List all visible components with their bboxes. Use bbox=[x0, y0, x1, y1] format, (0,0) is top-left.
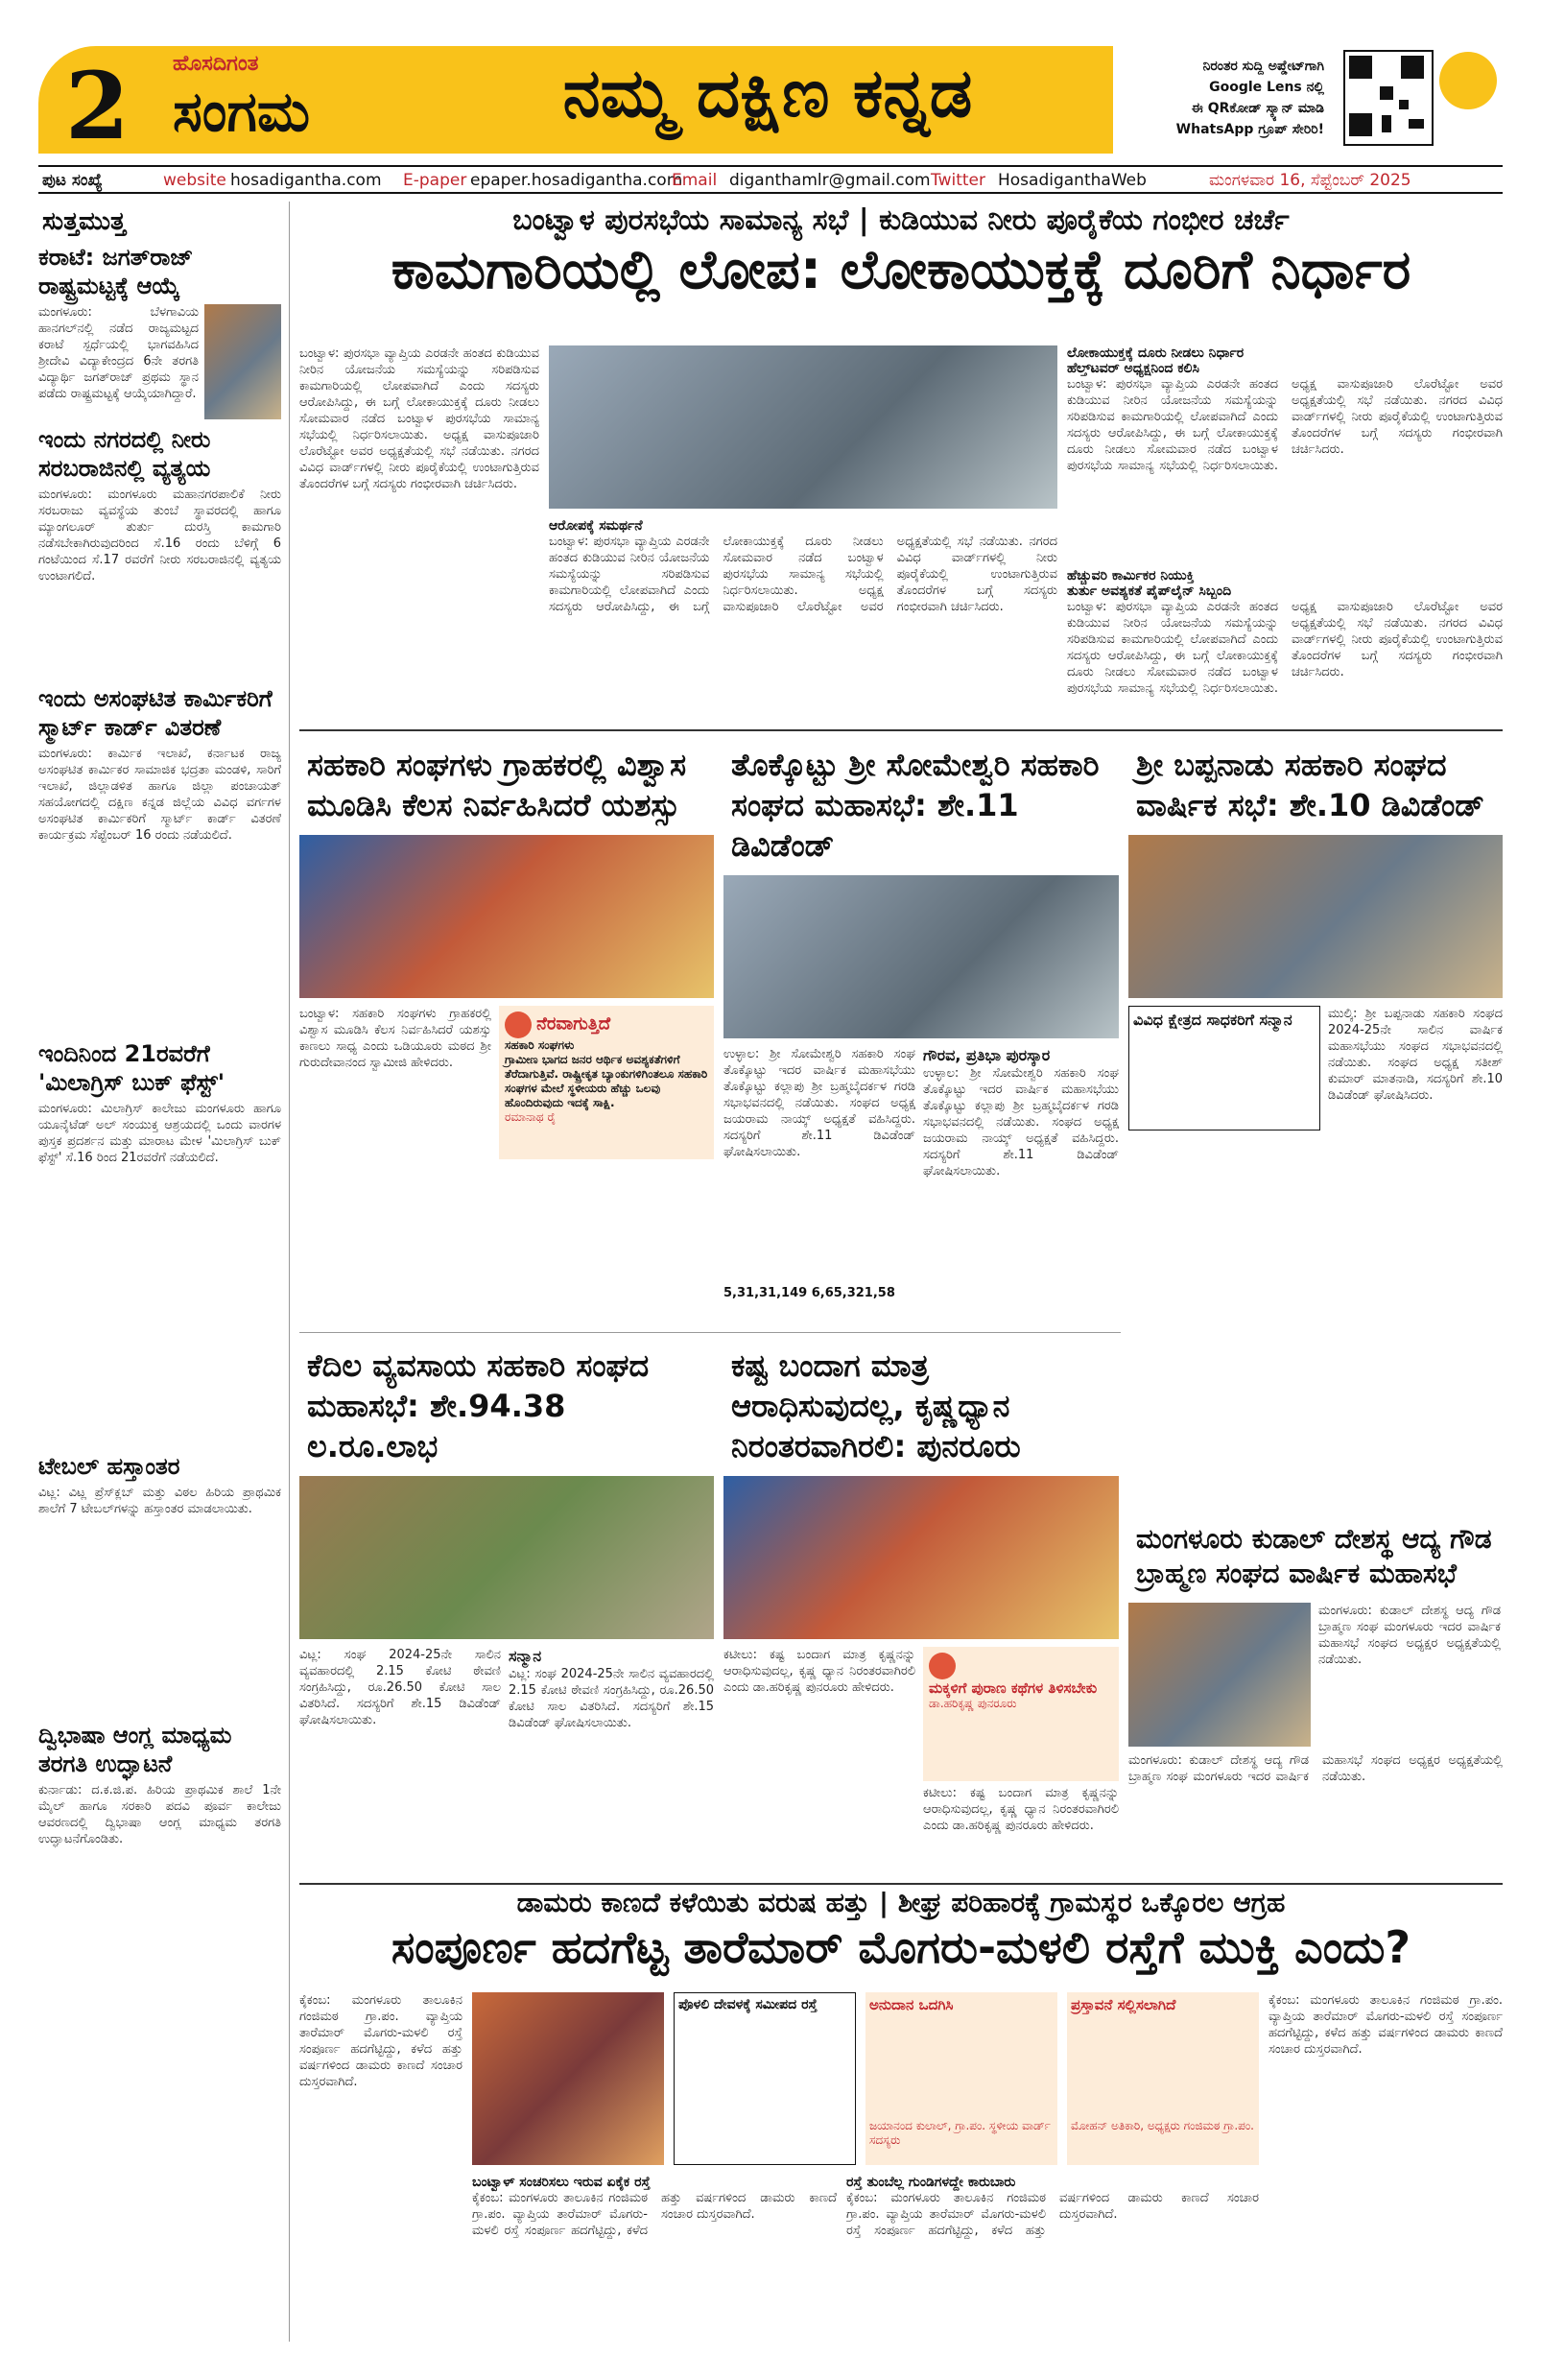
page-number: 2 bbox=[65, 52, 130, 160]
story-headline: ಶ್ರೀ ಬಪ್ಪನಾಡು ಸಹಕಾರಿ ಸಂಘದ ವಾರ್ಷಿಕ ಸಭೆ: ಶೇ.10 ಡಿವಿಡೆಂಡ್ bbox=[1136, 747, 1485, 823]
quote-title: ಮಕ್ಕಳಿಗೆ ಪುರಾಣ ಕಥೆಗಳ ತಿಳಿಸಬೇಕು bbox=[929, 1679, 1098, 1697]
road-box-byline: ಮೋಹನ್ ಅತಿಕಾರಿ, ಅಧ್ಯಕ್ಷರು ಗಂಜಿಮಠ ಗ್ರಾ.ಪಂ. bbox=[1071, 2119, 1254, 2132]
story-photo bbox=[299, 835, 714, 998]
story-title: ದ್ವಿಭಾಷಾ ಆಂಗ್ಲ ಮಾಧ್ಯಮ ತರಗತಿ ಉದ್ಘಾಟನೆ bbox=[38, 1722, 232, 1777]
qr-line: Google Lens ನಲ್ಲಿ bbox=[1209, 80, 1324, 95]
story-row2-c bbox=[1128, 739, 1503, 1507]
email-link[interactable]: diganthamlr@gmail.com bbox=[729, 171, 931, 190]
story-headline: ಕೆದಿಲ ವ್ಯವಸಾಯ ಸಹಕಾರಿ ಸಂಘದ ಮಹಾಸಭೆ: ಶೇ.94.38 ಲ.ರೂ.ಲಾಭ bbox=[307, 1347, 650, 1464]
story-title: ಟೇಬಲ್ ಹಸ್ತಾಂತರ bbox=[38, 1453, 180, 1480]
story-headline: ಮಂಗಳೂರು ಕುಡಾಲ್ ದೇಶಸ್ಥ ಆದ್ಯ ಗೌಡ ಬ್ರಾಹ್ಮಣ ಸಂಘದ ವಾರ್ಷಿಕ ಮಹಾಸಭೆ bbox=[1136, 1523, 1492, 1589]
road-box-title: ಪೊಳಲಿ ದೇವಳಕ್ಕೆ ಸಮೀಪದ ರಸ್ತೆ bbox=[678, 1997, 818, 2012]
story-photo bbox=[1128, 1603, 1311, 1747]
pages-label: ಪುಟ ಸಂಖ್ಯೆ bbox=[42, 171, 103, 190]
quote-sub: ಸಹಕಾರಿ ಸಂಘಗಳು bbox=[505, 1038, 575, 1052]
lead-story bbox=[299, 202, 1503, 720]
story-title: ಇಂದು ಅಸಂಘಟಿತ ಕಾರ್ಮಿಕರಿಗೆ ಸ್ಮಾರ್ಟ್ ಕಾರ್ಡ್ ವಿತರಣೆ bbox=[38, 685, 273, 741]
lead-photo bbox=[549, 345, 1057, 509]
lead-text-col1: ಬಂಟ್ವಾಳ: ಪುರಸಭಾ ವ್ಯಾಪ್ತಿಯ ಎರಡನೇ ಹಂತದ ಕುಡಿಯುವ ನೀರಿನ ಯೋಜನೆಯ ಸಮಸ್ಯೆಯನ್ನು ಸರಿಪಡಿಸುವ ಕಾಮಗಾರಿಯಲ್ಲಿ ಲೋಪವಾಗಿದೆ ಎಂದು ಸದಸ್ಯರು ಆರೋಪಿಸಿದ್ದು, ಈ ಬಗ್ಗೆ ಲೋಕಾಯುಕ್ತಕ್ಕೆ ದೂರು ನೀಡಲು ಸೋಮವಾರ ನಡೆದ ಬಂಟ್ವಾಳ ಪುರಸಭೆಯ ಸಾಮಾನ್ಯ ಸಭೆಯಲ್ಲಿ ನಿರ್ಧರಿಸಲಾಯಿತು. ಅಧ್ಯಕ್ಷ ವಾಸುಪೂಜಾರಿ ಲೊರೆಟ್ಟೋ ಅವರ ಅಧ್ಯಕ್ಷತೆಯಲ್ಲಿ ಸಭೆ ನಡೆಯಿತು. ನಗರದ ವಿವಿಧ ವಾರ್ಡ್‌ಗಳಲ್ಲಿ ನೀರು ಪೂರೈಕೆಯಲ್ಲಿ ಉಂಟಾಗುತ್ತಿರುವ ತೊಂದರೆಗಳ ಬಗ್ಗೆ ಸದಸ್ಯರು ಗಂಭೀರವಾಗಿ ಚರ್ಚಿಸಿದರು. bbox=[299, 346, 539, 491]
story-headline: ಸಹಕಾರಿ ಸಂಘಗಳು ಗ್ರಾಹಕರಲ್ಲಿ ವಿಶ್ವಾಸ ಮೂಡಿಸಿ ಕೆಲಸ ನಿರ್ವಹಿಸಿದರೆ ಯಶಸ್ಸು bbox=[307, 747, 687, 823]
lead-headline: ಕಾಮಗಾರಿಯಲ್ಲಿ ಲೋಪ: ಲೋಕಾಯುಕ್ತಕ್ಕೆ ದೂರಿಗೆ ನಿರ್ಧಾರ bbox=[391, 239, 1411, 301]
road-photo bbox=[472, 1992, 664, 2165]
story-text: ಬಂಟ್ವಾಳ: ಸಹಕಾರಿ ಸಂಘಗಳು ಗ್ರಾಹಕರಲ್ಲಿ ವಿಶ್ವಾಸ ಮೂಡಿಸಿ ಕೆಲಸ ನಿರ್ವಹಿಸಿದರೆ ಯಶಸ್ಸು ಕಾಣಲು ಸಾಧ್ಯ ಎಂದು ಒಡಿಯೂರು ಮಠದ ಶ್ರೀ ಗುರುದೇವಾನಂದ ಸ್ವಾಮೀಜಿ ಹೇಳಿದರು. bbox=[299, 1007, 491, 1070]
story-text: ಉಳ್ಳಾಲ: ಶ್ರೀ ಸೋಮೇಶ್ವರಿ ಸಹಕಾರಿ ಸಂಘ ತೊಕ್ಕೊಟ್ಟು ಇದರ ವಾರ್ಷಿಕ ಮಹಾಸಭೆಯು ತೊಕ್ಕೊಟ್ಟು ಕಲ್ಲಾಪು ಶ್ರೀ ಬ್ರಹ್ಮಬೈದರ್ಕಳ ಗರಡಿ ಸಭಾಭವನದಲ್ಲಿ ನಡೆಯಿತು. ಸಂಘದ ಅಧ್ಯಕ್ಷ ಜಯರಾಮ ನಾಯ್ಕ್ ಅಧ್ಯಕ್ಷತೆ ವಹಿಸಿದ್ದರು. ಸದಸ್ಯರಿಗೆ ಶೇ.11 ಡಿವಿಡೆಂಡ್ ಘೋಷಿಸಲಾಯಿತು. bbox=[923, 1066, 1119, 1178]
story-text: ಉಳ್ಳಾಲ: ಶ್ರೀ ಸೋಮೇಶ್ವರಿ ಸಹಕಾರಿ ಸಂಘ ತೊಕ್ಕೊಟ್ಟು ಇದರ ವಾರ್ಷಿಕ ಮಹಾಸಭೆಯು ತೊಕ್ಕೊಟ್ಟು ಕಲ್ಲಾಪು ಶ್ರೀ ಬ್ರಹ್ಮಬೈದರ್ಕಳ ಗರಡಿ ಸಭಾಭವನದಲ್ಲಿ ನಡೆಯಿತು. ಸಂಘದ ಅಧ್ಯಕ್ಷ ಜಯರಾಮ ನಾಯ್ಕ್ ಅಧ್ಯಕ್ಷತೆ ವಹಿಸಿದ್ದರು. ಸದಸ್ಯರಿಗೆ ಶೇ.11 ಡಿವಿಡೆಂಡ್ ಘೋಷಿಸಲಾಯಿತು. bbox=[723, 1047, 915, 1159]
bottom-text: ಕೈಕಂಬ: ಮಂಗಳೂರು ತಾಲೂಕಿನ ಗಂಜಿಮಠ ಗ್ರಾ.ಪಂ. ವ್ಯಾಪ್ತಿಯ ತಾರೆಮಾರ್ ಮೊಗರು-ಮಳಲಿ ರಸ್ತೆ ಸಂಪೂರ್ಣ ಹದಗೆಟ್ಟಿದ್ದು, ಕಳೆದ ಹತ್ತು ವರ್ಷಗಳಿಂದ ಡಾಮರು ಕಾಣದೆ ಸಂಚಾರ ದುಸ್ತರವಾಗಿದೆ. bbox=[299, 1993, 462, 2089]
story-row2-a bbox=[299, 739, 714, 1324]
issue-date: ಮಂಗಳವಾರ 16, ಸೆಪ್ಟೆಂಬರ್ 2025 bbox=[1209, 171, 1411, 190]
road-box-title: ಪ್ರಸ್ತಾವನೆ ಸಲ್ಲಿಸಲಾಗಿದೆ bbox=[1071, 1996, 1176, 2013]
road-box-1 bbox=[674, 1992, 856, 2165]
bottom-story bbox=[299, 1887, 1503, 2347]
qr-instructions bbox=[1123, 56, 1324, 140]
quote-text: ಗ್ರಾಮೀಣ ಭಾಗದ ಜನರ ಆರ್ಥಿಕ ಅವಶ್ಯಕತೆಗಳಿಗೆ ತೆರೆದಾಗುತ್ತಿವೆ. ರಾಷ್ಟ್ರೀಕೃತ ಬ್ಯಾಂಕುಗಳಿಗಿಂತಲೂ ಸಹಕಾರಿ ಸಂಘಗಳ ಮೇಲೆ ಸ್ಥಳೀಯರು ಹೆಚ್ಚು ಒಲವು ಹೊಂದಿರುವುದು ಇದಕ್ಕೆ ಸಾಕ್ಷಿ. bbox=[505, 1053, 708, 1109]
road-box-byline: ಜಯಾನಂದ ಕುಲಾಲ್, ಗ್ರಾ.ಪಂ. ಸ್ಥಳೀಯ ವಾರ್ಡ್ ಸದಸ್ಯರು bbox=[869, 2119, 1051, 2147]
info-bar bbox=[38, 165, 1503, 194]
story-text: ಮಂಗಳೂರು: ಮಂಗಳೂರು ಮಹಾನಗರಪಾಲಿಕೆ ನೀರು ಸರಬರಾಜು ವ್ಯವಸ್ಥೆಯ ತುಂಬೆ ಸ್ಥಾವರದಲ್ಲಿ ಹಾಗೂ ಮ್ಯಾಂಗಲೂರ್ ತುರ್ತು ದುರಸ್ತಿ ಕಾಮಗಾರಿ ನಡೆಸಬೇಕಾಗಿರುವುದರಿಂದ ಸೆ.16 ರಂದು ಬೆಳಿಗ್ಗೆ 6 ಗಂಟೆಯಿಂದ ಸೆ.17 ರವರೆಗೆ ನೀರು ಸರಬರಾಜಿನಲ್ಲಿ ವ್ಯತ್ಯಯ ಉಂಟಾಗಲಿದೆ. bbox=[38, 488, 281, 583]
story-row3-c bbox=[1128, 1516, 1503, 1881]
story-text: ಮಂಗಳೂರು: ಮಿಲಾಗ್ರಿಸ್ ಕಾಲೇಜು ಮಂಗಳೂರು ಹಾಗೂ ಯೂನೈಟೆಡ್ ಅಲ್ ಸಂಯುಕ್ತ ಆಶ್ರಯದಲ್ಲಿ ಒಂದು ವಾರಗಳ ಪುಸ್ತಕ ಪ್ರದರ್ಶನ ಮತ್ತು ಮಾರಾಟ ಮೇಳ 'ಮಿಲಾಗ್ರಿಸ್ ಬುಕ್ ಫೆಸ್ಟ್' ಸೆ.16 ರಿಂದ 21ರವರೆಗೆ ನಡೆಯಲಿದೆ. bbox=[38, 1102, 281, 1165]
section-title: ನಮ್ಮ ದಕ್ಷಿಣ ಕನ್ನಡ bbox=[562, 54, 973, 132]
quote-icon bbox=[929, 1653, 956, 1679]
divider bbox=[299, 1332, 1121, 1333]
lead-kicker: ಬಂಟ್ವಾಳ ಪುರಸಭೆಯ ಸಾಮಾನ್ಯ ಸಭೆ | ಕುಡಿಯುವ ನೀರು ಪೂರೈಕೆಯ ಗಂಭೀರ ಚರ್ಚೆ bbox=[512, 203, 1290, 237]
lead-subhead: ಲೋಕಾಯುಕ್ತಕ್ಕೆ ದೂರು ನೀಡಲು ನಿರ್ಧಾರ bbox=[1067, 345, 1245, 361]
lead-subhead: ತುರ್ತು ಅವಶ್ಯಕತೆ ಪೈಪ್‌ಲೈನ್ ಸಿಬ್ಬಂದಿ bbox=[1067, 583, 1232, 599]
story-title: ಕರಾಟೆ: ಜಗತ್‌ರಾಜ್ ರಾಷ್ಟ್ರಮಟ್ಟಕ್ಕೆ ಆಯ್ಕೆ bbox=[38, 244, 194, 299]
qr-line: ನಿರಂತರ ಸುದ್ದಿ ಅಪ್ಡೇಟ್‌ಗಾಗಿ bbox=[1202, 59, 1324, 74]
story-text: ಮಂಗಳೂರು: ಬೆಳಗಾವಿಯ ಹಾನಗಲ್‌ನಲ್ಲಿ ನಡೆದ ರಾಜ್ಯಮಟ್ಟದ ಕರಾಟೆ ಸ್ಪರ್ಧೆಯಲ್ಲಿ ಭಾಗವಹಿಸಿದ ಶ್ರೀದೇವಿ ವಿದ್ಯಾಕೇಂದ್ರದ 6ನೇ ತರಗತಿ ವಿದ್ಯಾರ್ಥಿ ಜಗತ್‌ರಾಜ್ ಪ್ರಥಮ ಸ್ಥಾನ ಪಡೆದು ರಾಷ್ಟ್ರಮಟ್ಟಕ್ಕೆ ಆಯ್ಕೆಯಾಗಿದ್ದಾರೆ. bbox=[38, 305, 199, 401]
qr-line: WhatsApp ಗ್ರೂಪ್ ಸೇರಿರಿ! bbox=[1175, 122, 1324, 137]
story-text: ಕಟೀಲು: ಕಷ್ಟ ಬಂದಾಗ ಮಾತ್ರ ಕೃಷ್ಣನನ್ನು ಆರಾಧಿಸುವುದಲ್ಲ, ಕೃಷ್ಣ ಧ್ಯಾನ ನಿರಂತರವಾಗಿರಲಿ ಎಂದು ಡಾ.ಹರಿಕೃಷ್ಣ ಪುನರೂರು ಹೇಳಿದರು. bbox=[923, 1786, 1119, 1833]
epaper-link[interactable]: epaper.hosadigantha.com bbox=[470, 171, 683, 190]
quote-box bbox=[923, 1647, 1119, 1781]
story-row3-b bbox=[723, 1340, 1119, 1877]
quote-byline: ರಮಾನಾಥ ರೈ bbox=[505, 1110, 557, 1124]
story-figures: 5,31,31,149 6,65,321,58 bbox=[723, 1286, 895, 1300]
bottom-headline: ಸಂಪೂರ್ಣ ಹದಗೆಟ್ಟ ತಾರೆಮಾರ್ ಮೊಗರು-ಮಳಲಿ ರಸ್ತೆಗೆ ಮುಕ್ತಿ ಎಂದು? bbox=[391, 1921, 1411, 1973]
lead-text-col3: ಬಂಟ್ವಾಳ: ಪುರಸಭಾ ವ್ಯಾಪ್ತಿಯ ಎರಡನೇ ಹಂತದ ಕುಡಿಯುವ ನೀರಿನ ಯೋಜನೆಯ ಸಮಸ್ಯೆಯನ್ನು ಸರಿಪಡಿಸುವ ಕಾಮಗಾರಿಯಲ್ಲಿ ಲೋಪವಾಗಿದೆ ಎಂದು ಸದಸ್ಯರು ಆರೋಪಿಸಿದ್ದು, ಈ ಬಗ್ಗೆ ಲೋಕಾಯುಕ್ತಕ್ಕೆ ದೂರು ನೀಡಲು ಸೋಮವಾರ ನಡೆದ ಬಂಟ್ವಾಳ ಪುರಸಭೆಯ ಸಾಮಾನ್ಯ ಸಭೆಯಲ್ಲಿ ನಿರ್ಧರಿಸಲಾಯಿತು. ಅಧ್ಯಕ್ಷ ವಾಸುಪೂಜಾರಿ ಲೊರೆಟ್ಟೋ ಅವರ ಅಧ್ಯಕ್ಷತೆಯಲ್ಲಿ ಸಭೆ ನಡೆಯಿತು. ನಗರದ ವಿವಿಧ ವಾರ್ಡ್‌ಗಳಲ್ಲಿ ನೀರು ಪೂರೈಕೆಯಲ್ಲಿ ಉಂಟಾಗುತ್ತಿರುವ ತೊಂದರೆಗಳ ಬಗ್ಗೆ ಸದಸ್ಯರು ಗಂಭೀರವಾಗಿ ಚರ್ಚಿಸಿದರು. bbox=[1067, 377, 1503, 473]
lead-subhead: ಹೆಲ್ತ್‌ಟವರ್ ಅಧ್ಯಕ್ಷನಿಂದ ಕಲಿಸಿ bbox=[1067, 361, 1199, 376]
story-text: ಮಂಗಳೂರು: ಕಾರ್ಮಿಕ ಇಲಾಖೆ, ಕರ್ನಾಟಕ ರಾಜ್ಯ ಅಸಂಘಟಿತ ಕಾರ್ಮಿಕರ ಸಾಮಾಜಿಕ ಭದ್ರತಾ ಮಂಡಳಿ, ಸಾರಿಗೆ ಇಲಾಖೆ, ಜಿಲ್ಲಾಡಳಿತ ಹಾಗೂ ಜಿಲ್ಲಾ ಪಂಚಾಯತ್ ಸಹಯೋಗದಲ್ಲಿ ದಕ್ಷಿಣ ಕನ್ನಡ ಜಿಲ್ಲೆಯ ವಿವಿಧ ವರ್ಗಗಳ ಅಸಂಘಟಿತ ಕಾರ್ಮಿಕರಿಗೆ ಸ್ಮಾರ್ಟ್ ಕಾರ್ಡ್ ವಿತರಣೆ ಕಾರ್ಯಕ್ರಮ ಸೆಪ್ಟೆಂಬರ್ 16 ರಂದು ನಡೆಯಲಿದೆ. bbox=[38, 747, 281, 843]
story-title: ಇಂದು ನಗರದಲ್ಲಿ ನೀರು ಸರಬರಾಜಿನಲ್ಲಿ ವ್ಯತ್ಯಯ bbox=[38, 426, 211, 482]
story-photo bbox=[1128, 835, 1503, 998]
lead-text-col4: ಬಂಟ್ವಾಳ: ಪುರಸಭಾ ವ್ಯಾಪ್ತಿಯ ಎರಡನೇ ಹಂತದ ಕುಡಿಯುವ ನೀರಿನ ಯೋಜನೆಯ ಸಮಸ್ಯೆಯನ್ನು ಸರಿಪಡಿಸುವ ಕಾಮಗಾರಿಯಲ್ಲಿ ಲೋಪವಾಗಿದೆ ಎಂದು ಸದಸ್ಯರು ಆರೋಪಿಸಿದ್ದು, ಈ ಬಗ್ಗೆ ಲೋಕಾಯುಕ್ತಕ್ಕೆ ದೂರು ನೀಡಲು ಸೋಮವಾರ ನಡೆದ ಬಂಟ್ವಾಳ ಪುರಸಭೆಯ ಸಾಮಾನ್ಯ ಸಭೆಯಲ್ಲಿ ನಿರ್ಧರಿಸಲಾಯಿತು. ಅಧ್ಯಕ್ಷ ವಾಸುಪೂಜಾರಿ ಲೊರೆಟ್ಟೋ ಅವರ ಅಧ್ಯಕ್ಷತೆಯಲ್ಲಿ ಸಭೆ ನಡೆಯಿತು. ನಗರದ ವಿವಿಧ ವಾರ್ಡ್‌ಗಳಲ್ಲಿ ನೀರು ಪೂರೈಕೆಯಲ್ಲಿ ಉಂಟಾಗುತ್ತಿರುವ ತೊಂದರೆಗಳ ಬಗ್ಗೆ ಸದಸ್ಯರು ಗಂಭೀರವಾಗಿ ಚರ್ಚಿಸಿದರು. bbox=[1067, 600, 1503, 696]
story-text: ವಿಟ್ಲ: ವಿಟ್ಲ ಪ್ರೆಸ್‌ಕ್ಲಬ್ ಮತ್ತು ವಿಠಲ ಹಿರಿಯ ಪ್ರಾಥಮಿಕ ಶಾಲೆಗೆ 7 ಟೇಬಲ್‌ಗಳನ್ನು ಹಸ್ತಾಂತರ ಮಾಡಲಾಯಿತು. bbox=[38, 1486, 281, 1516]
bottom-kicker: ಡಾಮರು ಕಾಣದೆ ಕಳೆಯಿತು ವರುಷ ಹತ್ತು | ಶೀಘ್ರ ಪರಿಹಾರಕ್ಕೆ ಗ್ರಾಮಸ್ಥರ ಒಕ್ಕೊರಲ ಆಗ್ರಹ bbox=[516, 1887, 1286, 1918]
story-text: ಮಂಗಳೂರು: ಕುಡಾಲ್ ದೇಶಸ್ಥ ಆದ್ಯ ಗೌಡ ಬ್ರಾಹ್ಮಣ ಸಂಘ ಮಂಗಳೂರು ಇದರ ವಾರ್ಷಿಕ ಮಹಾಸಭೆ ಸಂಘದ ಅಧ್ಯಕ್ಷರ ಅಧ್ಯಕ್ಷತೆಯಲ್ಲಿ ನಡೆಯಿತು. bbox=[1318, 1604, 1501, 1667]
story-text: ವಿಟ್ಲ: ಸಂಘ 2024-25ನೇ ಸಾಲಿನ ವ್ಯವಹಾರದಲ್ಲಿ 2.15 ಕೋಟಿ ಠೇವಣಿ ಸಂಗ್ರಹಿಸಿದ್ದು, ರೂ.26.50 ಕೋಟಿ ಸಾಲ ವಿತರಿಸಿದೆ. ಸದಸ್ಯರಿಗೆ ಶೇ.15 ಡಿವಿಡೆಂಡ್ ಘೋಷಿಸಲಾಯಿತು. bbox=[299, 1648, 501, 1727]
story-photo bbox=[204, 304, 281, 419]
qr-code-icon[interactable] bbox=[1343, 50, 1434, 146]
lead-subhead: ಆರೋಪಕ್ಕೆ ಸಮರ್ಥನೆ bbox=[549, 518, 643, 534]
story-text: ವಿಟ್ಲ: ಸಂಘ 2024-25ನೇ ಸಾಲಿನ ವ್ಯವಹಾರದಲ್ಲಿ 2.15 ಕೋಟಿ ಠೇವಣಿ ಸಂಗ್ರಹಿಸಿದ್ದು, ರೂ.26.50 ಕೋಟಿ ಸಾಲ ವಿತರಿಸಿದೆ. ಸದಸ್ಯರಿಗೆ ಶೇ.15 ಡಿವಿಡೆಂಡ್ ಘೋಷಿಸಲಾಯಿತು. bbox=[509, 1667, 714, 1730]
twitter-label: Twitter bbox=[931, 171, 985, 190]
story-text: ಮಂಗಳೂರು: ಕುಡಾಲ್ ದೇಶಸ್ಥ ಆದ್ಯ ಗೌಡ ಬ್ರಾಹ್ಮಣ ಸಂಘ ಮಂಗಳೂರು ಇದರ ವಾರ್ಷಿಕ ಮಹಾಸಭೆ ಸಂಘದ ಅಧ್ಯಕ್ಷರ ಅಧ್ಯಕ್ಷತೆಯಲ್ಲಿ ನಡೆಯಿತು. bbox=[1128, 1753, 1503, 1784]
divider bbox=[299, 729, 1503, 731]
quote-icon bbox=[505, 1012, 532, 1038]
story-text: ಕಟೀಲು: ಕಷ್ಟ ಬಂದಾಗ ಮಾತ್ರ ಕೃಷ್ಣನನ್ನು ಆರಾಧಿಸುವುದಲ್ಲ, ಕೃಷ್ಣ ಧ್ಯಾನ ನಿರಂತರವಾಗಿರಲಿ ಎಂದು ಡಾ.ಹರಿಕೃಷ್ಣ ಪುನರೂರು ಹೇಳಿದರು. bbox=[723, 1648, 915, 1695]
qr-line: ಈ QRಕೋಡ್ ಸ್ಕ್ಯಾನ್ ಮಾಡಿ bbox=[1191, 101, 1324, 116]
brand-small: ಹೊಸದಿಗಂತ bbox=[173, 52, 259, 76]
story-photo bbox=[723, 1476, 1119, 1639]
quote-box bbox=[499, 1006, 714, 1159]
bottom-text: ಕೈಕಂಬ: ಮಂಗಳೂರು ತಾಲೂಕಿನ ಗಂಜಿಮಠ ಗ್ರಾ.ಪಂ. ವ್ಯಾಪ್ತಿಯ ತಾರೆಮಾರ್ ಮೊಗರು-ಮಳಲಿ ರಸ್ತೆ ಸಂಪೂರ್ಣ ಹದಗೆಟ್ಟಿದ್ದು, ಕಳೆದ ಹತ್ತು ವರ್ಷಗಳಿಂದ ಡಾಮರು ಕಾಣದೆ ಸಂಚಾರ ದುಸ್ತರವಾಗಿದೆ. bbox=[1268, 1993, 1503, 2057]
story-title: ಇಂದಿನಿಂದ 21ರವರೆಗೆ 'ಮಿಲಾಗ್ರಿಸ್ ಬುಕ್ ಫೆಸ್ಟ್' bbox=[38, 1040, 225, 1096]
honour-box bbox=[1128, 1006, 1320, 1130]
twitter-link[interactable]: HosadiganthaWeb bbox=[998, 171, 1147, 190]
story-photo bbox=[723, 875, 1119, 1038]
left-column bbox=[38, 202, 290, 2342]
story-headline: ಕಷ್ಟ ಬಂದಾಗ ಮಾತ್ರ ಆರಾಧಿಸುವುದಲ್ಲ, ಕೃಷ್ಣಧ್ಯಾನ ನಿರಂತರವಾಗಿರಲಿ: ಪುನರೂರು bbox=[731, 1347, 1021, 1464]
website-link[interactable]: hosadigantha.com bbox=[230, 171, 382, 190]
lead-subhead: ಹೆಚ್ಚುವರಿ ಕಾರ್ಮಿಕರ ನಿಯುಕ್ತಿ bbox=[1067, 568, 1195, 583]
story-subhead: ಸನ್ಮಾನ bbox=[509, 1647, 542, 1665]
road-box-2 bbox=[865, 1992, 1057, 2165]
divider bbox=[299, 1883, 1503, 1885]
lead-text-col2: ಬಂಟ್ವಾಳ: ಪುರಸಭಾ ವ್ಯಾಪ್ತಿಯ ಎರಡನೇ ಹಂತದ ಕುಡಿಯುವ ನೀರಿನ ಯೋಜನೆಯ ಸಮಸ್ಯೆಯನ್ನು ಸರಿಪಡಿಸುವ ಕಾಮಗಾರಿಯಲ್ಲಿ ಲೋಪವಾಗಿದೆ ಎಂದು ಸದಸ್ಯರು ಆರೋಪಿಸಿದ್ದು, ಈ ಬಗ್ಗೆ ಲೋಕಾಯುಕ್ತಕ್ಕೆ ದೂರು ನೀಡಲು ಸೋಮವಾರ ನಡೆದ ಬಂಟ್ವಾಳ ಪುರಸಭೆಯ ಸಾಮಾನ್ಯ ಸಭೆಯಲ್ಲಿ ನಿರ್ಧರಿಸಲಾಯಿತು. ಅಧ್ಯಕ್ಷ ವಾಸುಪೂಜಾರಿ ಲೊರೆಟ್ಟೋ ಅವರ ಅಧ್ಯಕ್ಷತೆಯಲ್ಲಿ ಸಭೆ ನಡೆಯಿತು. ನಗರದ ವಿವಿಧ ವಾರ್ಡ್‌ಗಳಲ್ಲಿ ನೀರು ಪೂರೈಕೆಯಲ್ಲಿ ಉಂಟಾಗುತ್ತಿರುವ ತೊಂದರೆಗಳ ಬಗ್ಗೆ ಸದಸ್ಯರು ಗಂಭೀರವಾಗಿ ಚರ್ಚಿಸಿದರು. bbox=[549, 535, 1057, 614]
decorative-circle bbox=[1439, 52, 1497, 109]
email-label: Email bbox=[672, 171, 718, 190]
honour-title: ವಿವಿಧ ಕ್ಷೇತ್ರದ ಸಾಧಕರಿಗೆ ಸನ್ಮಾನ bbox=[1133, 1011, 1292, 1029]
story-headline: ತೊಕ್ಕೊಟ್ಟು ಶ್ರೀ ಸೋಮೇಶ್ವರಿ ಸಹಕಾರಿ ಸಂಘದ ಮಹಾಸಭೆ: ಶೇ.11 ಡಿವಿಡೆಂಡ್ bbox=[731, 747, 1100, 864]
bottom-text: ಕೈಕಂಬ: ಮಂಗಳೂರು ತಾಲೂಕಿನ ಗಂಜಿಮಠ ಗ್ರಾ.ಪಂ. ವ್ಯಾಪ್ತಿಯ ತಾರೆಮಾರ್ ಮೊಗರು-ಮಳಲಿ ರಸ್ತೆ ಸಂಪೂರ್ಣ ಹದಗೆಟ್ಟಿದ್ದು, ಕಳೆದ ಹತ್ತು ವರ್ಷಗಳಿಂದ ಡಾಮರು ಕಾಣದೆ ಸಂಚಾರ ದುಸ್ತರವಾಗಿದೆ. bbox=[846, 2191, 1259, 2238]
brand-main: ಸಂಗಮ bbox=[173, 79, 311, 144]
road-box-3 bbox=[1067, 1992, 1259, 2165]
quote-byline: ಡಾ.ಹರಿಕೃಷ್ಣ ಪುನರೂರು bbox=[929, 1697, 1017, 1710]
story-subhead: ಗೌರವ, ಪ್ರತಿಭಾ ಪುರಸ್ಕಾರ bbox=[923, 1046, 1051, 1064]
story-photo bbox=[299, 1476, 714, 1639]
bottom-text: ಕೈಕಂಬ: ಮಂಗಳೂರು ತಾಲೂಕಿನ ಗಂಜಿಮಠ ಗ್ರಾ.ಪಂ. ವ್ಯಾಪ್ತಿಯ ತಾರೆಮಾರ್ ಮೊಗರು-ಮಳಲಿ ರಸ್ತೆ ಸಂಪೂರ್ಣ ಹದಗೆಟ್ಟಿದ್ದು, ಕಳೆದ ಹತ್ತು ವರ್ಷಗಳಿಂದ ಡಾಮರು ಕಾಣದೆ ಸಂಚಾರ ದುಸ್ತರವಾಗಿದೆ. bbox=[472, 2191, 837, 2238]
story-row2-b bbox=[723, 739, 1119, 1324]
road-box-title: ಅನುದಾನ ಒದಗಿಸಿ bbox=[869, 1996, 954, 2013]
bottom-subhead: ರಸ್ತೆ ತುಂಬೆಲ್ಲ ಗುಂಡಿಗಳದ್ದೇ ಕಾರುಬಾರು bbox=[846, 2175, 1016, 2190]
website-label: website bbox=[163, 171, 226, 190]
story-text: ಮುಲ್ಕಿ: ಶ್ರೀ ಬಪ್ಪನಾಡು ಸಹಕಾರಿ ಸಂಘದ 2024-25ನೇ ಸಾಲಿನ ವಾರ್ಷಿಕ ಮಹಾಸಭೆಯು ಸಂಘದ ಸಭಾಭವನದಲ್ಲಿ ನಡೆಯಿತು. ಸಂಘದ ಅಧ್ಯಕ್ಷ ಸತೀಶ್ ಕುಮಾರ್ ಮಾತನಾಡಿ, ಸದಸ್ಯರಿಗೆ ಶೇ.10 ಡಿವಿಡೆಂಡ್ ಘೋಷಿಸಿದರು. bbox=[1328, 1007, 1503, 1103]
quote-title: ನೆರವಾಗುತ್ತಿದೆ bbox=[536, 1013, 611, 1035]
masthead bbox=[38, 46, 1503, 161]
story-text: ಕುರ್ನಾಡು: ದ.ಕ.ಜಿ.ಪ. ಹಿರಿಯ ಪ್ರಾಥಮಿಕ ಶಾಲೆ 1ನೇ ಮೈಲ್ ಹಾಗೂ ಸರಕಾರಿ ಪದವಿ ಪೂರ್ವ ಕಾಲೇಜು ಆವರಣದಲ್ಲಿ ದ್ವಿಭಾಷಾ ಆಂಗ್ಲ ಮಾಧ್ಯಮ ತರಗತಿ ಉದ್ಘಾಟನೆಗೊಂಡಿತು. bbox=[38, 1783, 281, 1846]
story-row3-a bbox=[299, 1340, 714, 1877]
bottom-subhead: ಬಂಟ್ವಾಳ್ ಸಂಚರಿಸಲು ಇರುವ ಏಕೈಕ ರಸ್ತೆ bbox=[472, 2175, 651, 2190]
section-label: ಸುತ್ತಮುತ್ತ bbox=[42, 207, 127, 236]
epaper-label: E-paper bbox=[403, 171, 467, 190]
